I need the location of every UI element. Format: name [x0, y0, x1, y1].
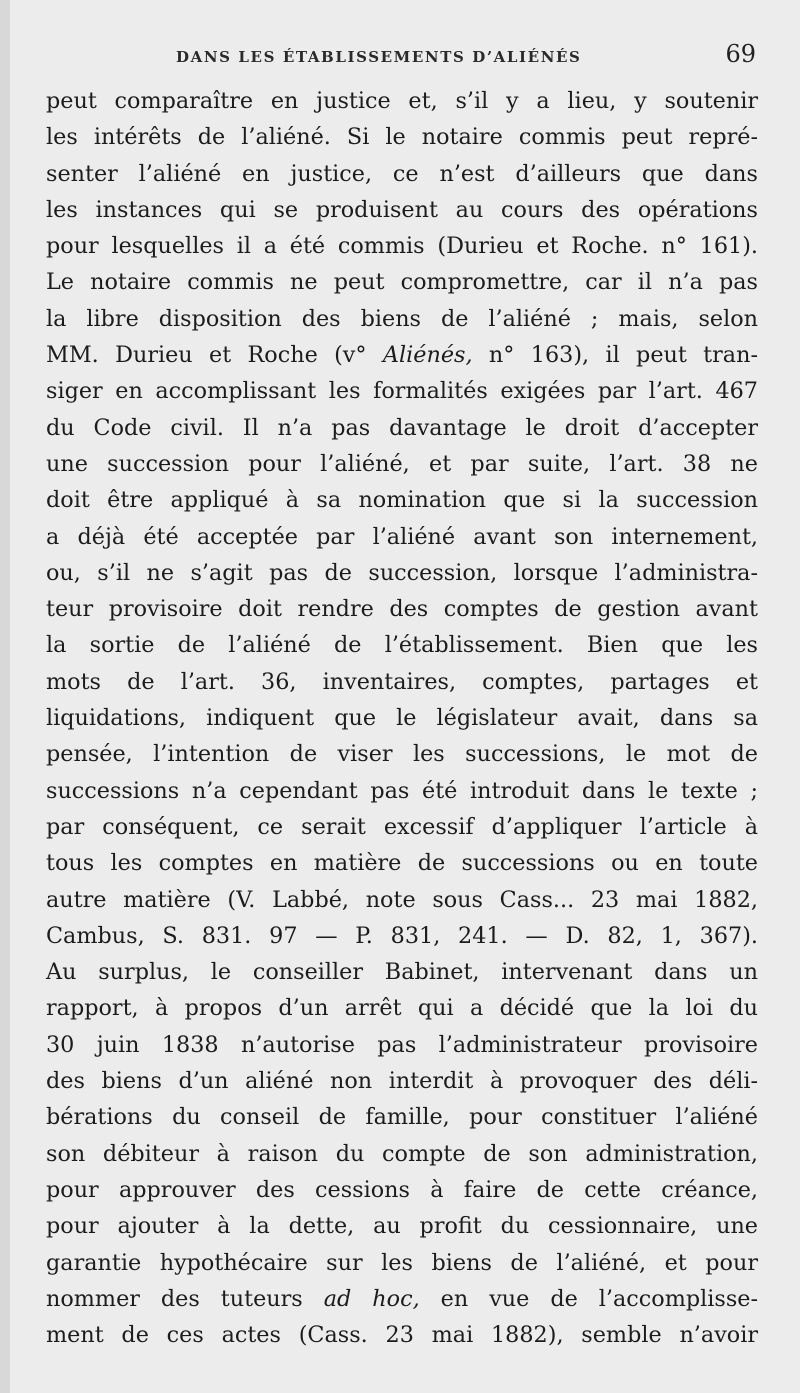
- text-line: rapport, à propos d’un arrêt qui a décidé que la loi du: [46, 995, 758, 1022]
- text-line: des biens d’un aliéné non interdit à provoquer des déli-: [46, 1068, 758, 1095]
- page-number: 69: [725, 40, 756, 68]
- text-line: a déjà été acceptée par l’aliéné avant son internement,: [46, 523, 758, 550]
- text-line: par conséquent, ce serait excessif d’appliquer l’article à: [46, 813, 758, 840]
- text-line: senter l’aliéné en justice, ce n’est d’ailleurs que dans: [46, 160, 758, 187]
- text-line: du Code civil. Il n’a pas davantage le droit d’accepter: [46, 414, 758, 441]
- italic-term: Aliénés,: [382, 342, 473, 369]
- text-line: Le notaire commis ne peut compromettre, car il n’a pas: [46, 269, 758, 296]
- page-header: [46, 36, 758, 76]
- text-line: siger en accomplissant les formalités exigées par l’art. 467: [46, 378, 758, 405]
- text-line: successions n’a cependant pas été introduit dans le texte ;: [46, 777, 758, 804]
- text-line: nommer des tuteurs ad hoc, en vue de l’accomplisse-: [46, 1285, 759, 1312]
- text-line: ment de ces actes (Cass. 23 mai 1882), semble n’avoir: [46, 1322, 758, 1349]
- text-line: une succession pour l’aliéné, et par suite, l’art. 38 ne: [46, 450, 758, 477]
- text-line: pour lesquelles il a été commis (Durieu et Roche. n° 161).: [46, 233, 758, 260]
- text-line: mots de l’art. 36, inventaires, comptes, partages et: [46, 668, 758, 695]
- running-title: DANS LES ÉTABLISSEMENTS D’ALIÉNÉS: [176, 48, 582, 66]
- text-line: teur provisoire doit rendre des comptes de gestion avant: [46, 596, 758, 623]
- text-line: la libre disposition des biens de l’aliéné ; mais, selon: [46, 305, 758, 332]
- text-line: bérations du conseil de famille, pour constituer l’aliéné: [46, 1104, 758, 1131]
- text-line: pour approuver des cessions à faire de cette créance,: [46, 1176, 758, 1203]
- text-line: les instances qui se produisent au cours des opérations: [46, 196, 758, 223]
- text-line: Au surplus, le conseiller Babinet, intervenant dans un: [46, 959, 758, 986]
- text-line: autre matière (V. Labbé, note sous Cass... 23 mai 1882,: [46, 886, 758, 913]
- text-line: ou, s’il ne s’agit pas de succession, lorsque l’administra-: [46, 559, 758, 586]
- text-line: Cambus, S. 831. 97 — P. 831, 241. — D. 82, 1, 367).: [46, 922, 758, 949]
- text-line: liquidations, indiquent que le législateur avait, dans sa: [46, 705, 758, 732]
- text-line: garantie hypothécaire sur les biens de l’aliéné, et pour: [46, 1249, 758, 1276]
- text-line: pour ajouter à la dette, au profit du cessionnaire, une: [46, 1213, 758, 1240]
- text-line: la sortie de l’aliéné de l’établissement. Bien que les: [46, 632, 758, 659]
- text-line: MM. Durieu et Roche (v° Aliénés, n° 163), il peut tran-: [46, 342, 758, 369]
- text-line: son débiteur à raison du compte de son administration,: [46, 1140, 758, 1167]
- text-line: pensée, l’intention de viser les successions, le mot de: [46, 741, 758, 768]
- body-text: [46, 83, 758, 1353]
- text-line: tous les comptes en matière de successions ou en toute: [46, 850, 758, 877]
- text-line: peut comparaître en justice et, s’il y a lieu, y soutenir: [46, 88, 758, 114]
- text-line: doit être appliqué à sa nomination que si la succession: [46, 487, 758, 514]
- text-line: 30 juin 1838 n’autorise pas l’administrateur provisoire: [46, 1031, 758, 1058]
- text-line: les intérêts de l’aliéné. Si le notaire commis peut repré-: [46, 124, 758, 151]
- italic-term: ad hoc,: [323, 1285, 420, 1312]
